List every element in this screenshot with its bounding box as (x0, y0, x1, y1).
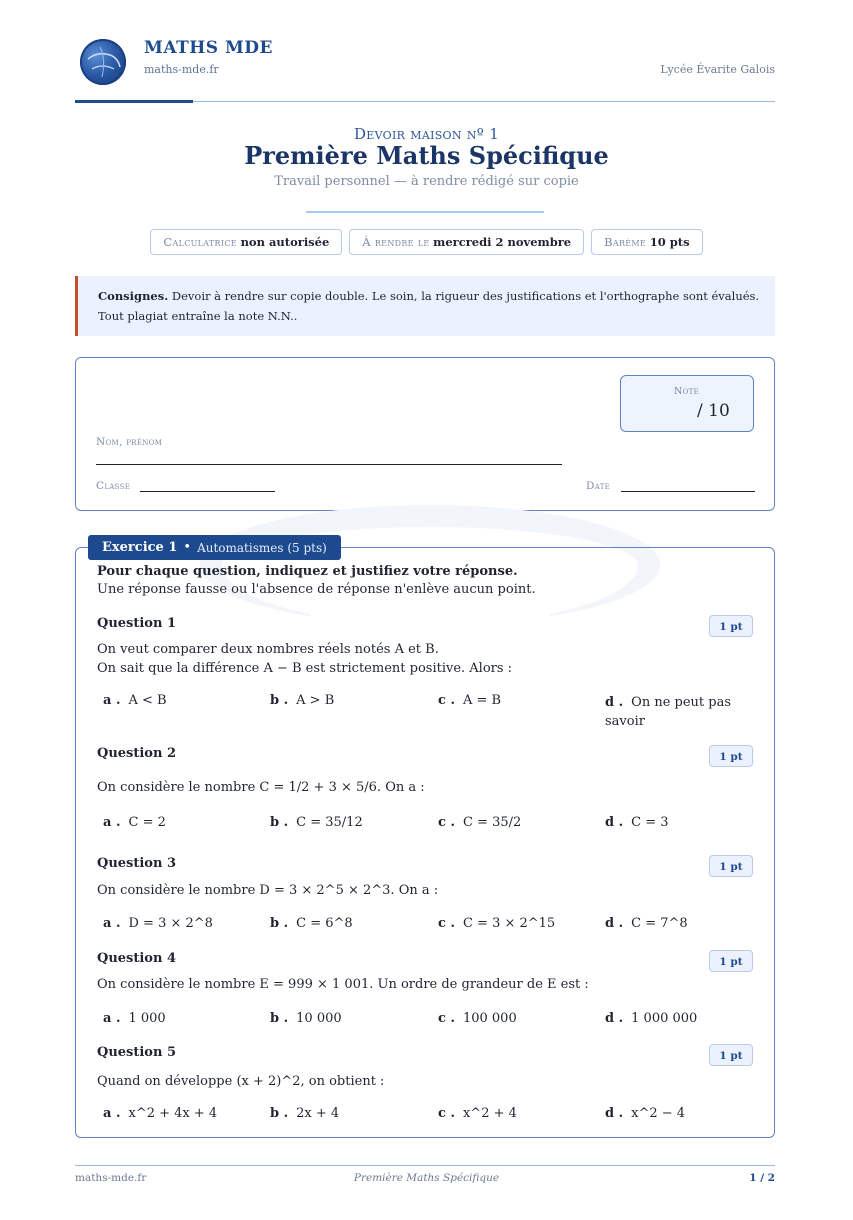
class-field-line[interactable] (140, 491, 275, 492)
pill-due-date: À rendre le mercredi 2 novembre (349, 229, 584, 255)
header-divider-accent (75, 100, 193, 103)
option-d[interactable]: d . C = 7^8 (605, 916, 688, 931)
footer-title: Première Maths Spécifique (353, 1172, 500, 1184)
doc-subtitle: Travail personnel — à rendre rédigé sur copie (274, 174, 579, 189)
grade-box (620, 375, 754, 432)
footer-site: maths-mde.fr (75, 1172, 147, 1184)
points-badge: 1 pt (709, 745, 753, 767)
option-c[interactable]: c . x^2 + 4 (438, 1106, 517, 1121)
option-c[interactable]: c . A = B (438, 693, 502, 708)
question-title: Question 5 (97, 1045, 177, 1060)
option-a[interactable]: a . D = 3 × 2^8 (103, 916, 213, 931)
option-b[interactable]: b . C = 6^8 (270, 916, 353, 931)
brand-name: MATHS MDE (144, 38, 274, 58)
exercise-note: Une réponse fausse ou l'absence de réponse n'enlève aucun point. (97, 582, 536, 597)
globe-logo-icon (80, 39, 126, 85)
question-title: Question 4 (97, 951, 177, 966)
option-b[interactable]: b . C = 35/12 (270, 815, 363, 830)
points-badge: 1 pt (709, 615, 753, 637)
option-b[interactable]: b . A > B (270, 693, 335, 708)
option-d[interactable]: d . On ne peut pas savoir (605, 695, 732, 729)
question-title: Question 3 (97, 856, 177, 871)
instructions-label: Consignes. (98, 289, 169, 303)
name-label: Nom, prénom (96, 436, 163, 448)
option-d[interactable]: d . C = 3 (605, 815, 669, 830)
doc-title: Première Maths Spécifique (244, 141, 609, 170)
question-text: On considère le nombre D = 3 × 2^5 × 2^3. On a : (97, 883, 439, 898)
option-d[interactable]: d . x^2 − 4 (605, 1106, 686, 1121)
site-url: maths-mde.fr (144, 63, 219, 76)
grade-label: Note (674, 386, 700, 397)
question-text: On veut comparer deux nombres réels notés A et B. On sait que la différence A − B est strictement positive. Alors : (97, 642, 513, 676)
option-b[interactable]: b . 10 000 (270, 1011, 342, 1026)
info-pills (0, 229, 853, 255)
option-c[interactable]: c . C = 35/2 (438, 815, 522, 830)
school-name: Lycée Évarite Galois (660, 63, 775, 76)
name-field-line[interactable] (96, 464, 562, 465)
question-title: Question 2 (97, 746, 177, 761)
page-number: 1 / 2 (749, 1172, 775, 1184)
class-label: Classe (96, 480, 131, 492)
option-a[interactable]: a . C = 2 (103, 815, 166, 830)
option-a[interactable]: a . x^2 + 4x + 4 (103, 1106, 218, 1121)
points-badge: 1 pt (709, 855, 753, 877)
points-badge: 1 pt (709, 1044, 753, 1066)
option-a[interactable]: a . 1 000 (103, 1011, 166, 1026)
instructions-box (75, 276, 775, 336)
doc-kicker: Devoir maison nº 1 (353, 125, 500, 143)
points-badge: 1 pt (709, 950, 753, 972)
footer-divider (75, 1165, 775, 1166)
instructions-text: Devoir à rendre sur copie double. Le soin, la rigueur des justifications et l'orthographe sont évalués. Tout plagiat entraîne la note N.N.. (98, 289, 760, 323)
option-a[interactable]: a . A < B (103, 693, 167, 708)
option-c[interactable]: c . 100 000 (438, 1011, 517, 1026)
option-b[interactable]: b . 2x + 4 (270, 1106, 340, 1121)
title-divider (306, 211, 544, 213)
date-field-line[interactable] (621, 491, 755, 492)
exercise-tab: Exercice 1 • Automatismes (5 pts) (88, 535, 341, 560)
question-title: Question 1 (97, 616, 177, 631)
option-d[interactable]: d . 1 000 000 (605, 1011, 698, 1026)
exercise-box (75, 547, 775, 1138)
question-text: On considère le nombre C = 1/2 + 3 × 5/6. On a : (97, 780, 425, 795)
question-text: Quand on développe (x + 2)^2, on obtient : (97, 1074, 385, 1089)
pill-calculator: Calculatrice non autorisée (150, 229, 342, 255)
option-c[interactable]: c . C = 3 × 2^15 (438, 916, 556, 931)
question-text: On considère le nombre E = 999 × 1 001. Un ordre de grandeur de E est : (97, 977, 589, 992)
date-label: Date (586, 480, 611, 492)
pill-grading: Barème 10 pts (591, 229, 702, 255)
exercise-instruction: Pour chaque question, indiquez et justifiez votre réponse. (97, 564, 518, 579)
grade-value: / 10 (697, 401, 730, 421)
